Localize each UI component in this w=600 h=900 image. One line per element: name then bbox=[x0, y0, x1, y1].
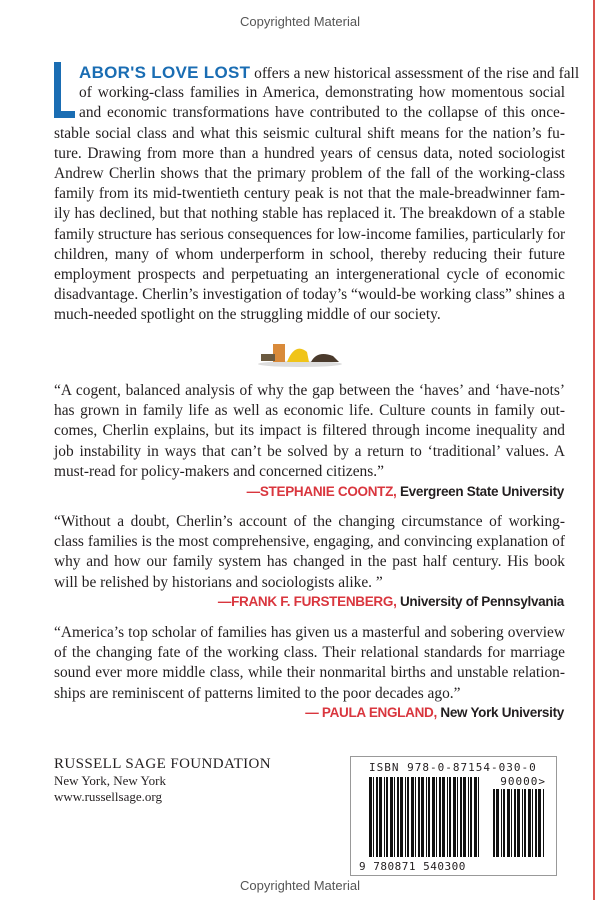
barcode-bar bbox=[439, 777, 441, 857]
quote-line: sound ever more middle class, while their nonmarital births and unstable relation- bbox=[54, 664, 565, 682]
barcode-bar bbox=[394, 777, 395, 857]
barcode-bar bbox=[511, 789, 512, 857]
quote-attribution bbox=[218, 592, 564, 612]
watermark-top: Copyrighted Material bbox=[240, 14, 360, 29]
book-title: ABOR'S LOVE LOST bbox=[79, 63, 251, 82]
quote-line: has grown in family life as well as economic life. Culture counts in family out- bbox=[54, 402, 565, 420]
barcode-bar bbox=[390, 777, 393, 857]
barcode-bar bbox=[442, 777, 445, 857]
publisher-url: www.russellsage.org bbox=[54, 789, 162, 804]
quote-affiliation: Evergreen State University bbox=[396, 484, 564, 499]
blurb-line: much-needed spotlight on the struggling middle of our society. bbox=[54, 306, 441, 324]
quote-author: —FRANK F. FURSTENBERG, bbox=[217, 594, 397, 609]
barcode-bar bbox=[411, 777, 414, 857]
barcode-bar bbox=[493, 789, 495, 857]
price-code: 90000> bbox=[500, 775, 546, 788]
barcode-bar bbox=[538, 789, 541, 857]
barcode-bar bbox=[522, 789, 523, 857]
blurb-line: Andrew Cherlin shows that the primary problem of the fall of the working-class bbox=[54, 164, 565, 182]
barcode-bar bbox=[400, 777, 403, 857]
quote-affiliation: University of Pennsylvania bbox=[396, 594, 564, 609]
isbn-barcode bbox=[350, 756, 557, 876]
barcode-bar bbox=[514, 789, 516, 857]
barcode-bar bbox=[418, 777, 420, 857]
barcode-bar bbox=[503, 789, 505, 857]
barcode-bar bbox=[496, 789, 499, 857]
barcode-bar bbox=[457, 777, 458, 857]
quote-line: will be relished by historians and sociologists alike. ” bbox=[54, 573, 383, 591]
watermark-bottom: Copyrighted Material bbox=[240, 878, 360, 893]
quote-line: ships are reminiscent of patterns limited to the poor decades ago.” bbox=[54, 684, 461, 702]
barcode-bar bbox=[397, 777, 399, 857]
barcode-bar bbox=[474, 777, 477, 857]
barcode-bar bbox=[369, 777, 372, 857]
barcode-bar bbox=[421, 777, 424, 857]
blurb-line: and economic transformations have contributed to the collapse of this once- bbox=[79, 104, 565, 122]
blurb-line: children, many of whom underperform in school, thereby reducing their future bbox=[54, 245, 565, 263]
barcode-bar bbox=[436, 777, 437, 857]
barcode-bar bbox=[432, 777, 435, 857]
quote-line: “America’s top scholar of families has given us a masterful and sobering overview bbox=[54, 624, 565, 641]
barcode-bar bbox=[415, 777, 416, 857]
barcode-bar bbox=[463, 777, 466, 857]
quote-attribution bbox=[247, 482, 564, 502]
publisher-city: New York, New York bbox=[54, 772, 166, 788]
quote-line: must-read for policy-makers and concerned citizens.” bbox=[54, 462, 384, 480]
quote-line: “Without a doubt, Cherlin’s account of the changing circumstance of working- bbox=[54, 513, 565, 530]
barcode-bar bbox=[543, 789, 544, 857]
blurb-line: disadvantage. Cherlin’s investigation of today’s “would-be working class” shines a bbox=[54, 286, 565, 304]
quote-line: why and how our family system has changed in the past half century. His book bbox=[54, 553, 565, 571]
publisher-name: RUSSELL SAGE FOUNDATION bbox=[54, 756, 271, 772]
barcode-bar bbox=[478, 777, 479, 857]
quote-affiliation: New York University bbox=[436, 705, 564, 720]
barcode-bar bbox=[507, 789, 510, 857]
tools-illustration-icon bbox=[255, 338, 345, 368]
page-edge bbox=[593, 0, 595, 900]
endorsement-quote bbox=[54, 623, 565, 704]
barcode-bar bbox=[524, 789, 526, 857]
isbn-text: ISBN 978-0-87154-030-0 bbox=[369, 761, 537, 774]
barcode-bar bbox=[453, 777, 456, 857]
publisher-info bbox=[54, 756, 271, 806]
quote-attribution bbox=[305, 703, 564, 723]
barcode-bar bbox=[426, 777, 427, 857]
barcode-bar bbox=[532, 789, 533, 857]
barcode-bar bbox=[376, 777, 378, 857]
barcode-bar bbox=[384, 777, 385, 857]
barcode-bar bbox=[535, 789, 537, 857]
barcode-bar bbox=[407, 777, 409, 857]
quote-author: — PAULA ENGLAND, bbox=[305, 705, 437, 720]
blurb-text: offers a new historical assessment of the rise and fall bbox=[250, 65, 580, 82]
barcode-bars bbox=[369, 777, 549, 857]
barcode-bar bbox=[470, 777, 472, 857]
barcode-bar bbox=[428, 777, 430, 857]
barcode-bar bbox=[517, 789, 520, 857]
barcode-bar bbox=[447, 777, 448, 857]
barcode-bar bbox=[373, 777, 374, 857]
barcode-bar bbox=[468, 777, 469, 857]
blurb-line: ily has declined, but that nothing stable has replaced it. The breakdown of a stable bbox=[54, 205, 565, 223]
blurb-line: stable social class and what this seismic cultural shift means for the nation’s fu- bbox=[54, 124, 565, 142]
barcode-bar bbox=[379, 777, 382, 857]
barcode-bar bbox=[501, 789, 502, 857]
barcode-digits: 9 780871 540300 bbox=[359, 860, 466, 873]
blurb-line: of working-class families in America, demonstrating how momentous social bbox=[79, 84, 565, 102]
blurb bbox=[54, 63, 580, 325]
blurb-line bbox=[54, 63, 580, 83]
quote-author: —STEPHANIE COONTZ, bbox=[246, 484, 397, 499]
endorsement-quote bbox=[54, 381, 565, 482]
barcode-bar bbox=[449, 777, 451, 857]
endorsement-quote bbox=[54, 512, 565, 593]
quote-line: job instability in ways that can’t be solved by a return to ‘traditional’ values. A bbox=[54, 442, 565, 460]
barcode-bar bbox=[460, 777, 462, 857]
blurb-line: family from its mid-twentieth century peak is not that the male-breadwinner fam- bbox=[54, 185, 565, 203]
quote-line: of the changing fate of the working class. Their relational standards for marriage bbox=[54, 644, 565, 662]
barcode-bar bbox=[528, 789, 531, 857]
barcode-bar bbox=[386, 777, 388, 857]
blurb-line: employment prospects and perpetuating an intergenerational cycle of economic bbox=[54, 265, 565, 283]
blurb-line: family structure has serious consequences for low-income families, particularly for bbox=[54, 225, 566, 243]
quote-line: class families is the most comprehensive, engaging, and convincing explanation of bbox=[54, 533, 565, 551]
quote-line: comes, Cherlin explains, but its impact is filtered through income inequality and bbox=[54, 422, 565, 440]
quote-line: “A cogent, balanced analysis of why the gap between the ‘haves’ and ‘have-nots’ bbox=[54, 382, 565, 399]
barcode-bar bbox=[405, 777, 406, 857]
blurb-line: ture. Drawing from more than a hundred years of census data, noted sociologist bbox=[54, 144, 565, 162]
